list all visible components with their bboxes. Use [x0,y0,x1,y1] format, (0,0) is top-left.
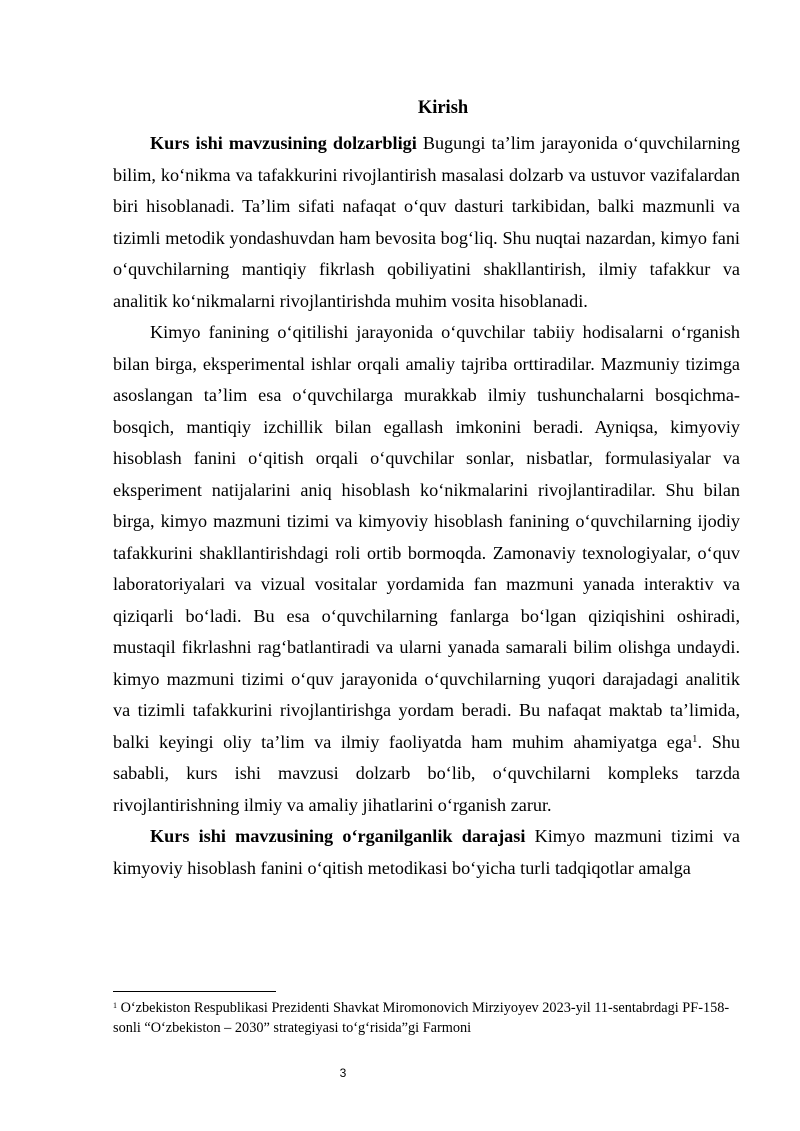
section-title: Kirish [417,98,469,118]
paragraph-text: Kimyo mazmuni tizimi va kimyoviy hisoblash fanini o‘qitish metodikasi bo‘yicha turli tadqiqotlar amalga [113,826,740,878]
footnote-text: O‘zbekiston Respublikasi Prezidenti Shavkat Miromonovich Mirziyoyev 2023-yil 11-sentabrdagi PF-158-sonli “O‘zbekiston – 2030” strategiyasi to‘g‘risida”gi Farmoni [113,1000,730,1036]
footnote-separator [113,991,276,992]
paragraph-text: . Shu sababli, kurs ishi mavzusi dolzarb bo‘lib, o‘quvchilarni kompleks tarzda rivojlantirishning ilmiy va amaliy jihatlarini o‘rganish zarur. [113,731,740,815]
footnote-marker: 1 [113,1001,117,1010]
page-number: 3 [339,1066,347,1080]
footnote-reference[interactable]: 1 [692,732,698,745]
footnote [113,998,733,1038]
paragraph-lead: Kurs ishi mavzusining o‘rganilganlik darajasi [150,826,526,846]
paragraph-lead: Kurs ishi mavzusining dolzarbligi [150,133,417,153]
paragraph-text: Kimyo fanining o‘qitilishi jarayonida o‘quvchilar tabiiy hodisalarni o‘rganish bilan birga, eksperimental ishlar orqali amaliy tajriba orttiradilar. Mazmuniy tizimga asoslangan ta’lim esa o‘quvchilarga murakkab ilmiy tushunchalarni bosqichma-bosqich, mantiqiy izchillik bilan egallash imkonini beradi. Ayniqsa, kimyoviy hisoblash fanini o‘qitish orqali o‘quvchilar sonlar, nisbatlar, formulasiyalar va eksperiment natijalarini aniq hisoblash ko‘nikmalarini rivojlantiradilar. Shu bilan birga, kimyo mazmuni tizimi va kimyoviy hisoblash fanining o‘quvchilarning ijodiy tafakkurini shakllantirishdagi roli ortib bormoqda. Zamonaviy texnologiyalar, o‘quv laboratoriyalari va vizual vositalar yordamida fan mazmuni yanada interaktiv va qiziqarli bo‘ladi. Bu esa o‘quvchilarning fanlarga bo‘lgan qiziqishini oshiradi, mustaqil fikrlashni rag‘batlantiradi va ularni yanada samarali bilim olishga undaydi. kimyo mazmuni tizimi o‘quv jarayonida o‘quvchilarning yuqori darajadagi analitik va tizimli tafakkurini rivojlantirishga yordam beradi. Bu nafaqat maktab ta’limida, balki keyingi oliy ta’lim va ilmiy faoliyatda ham muhim ahamiyatga ega [113,322,740,752]
body-text [113,128,740,884]
paragraph-study-level [113,821,740,884]
paragraph-relevance [113,128,740,317]
paragraph-chemistry [113,317,740,821]
paragraph-text: Bugungi ta’lim jarayonida o‘quvchilarning bilim, ko‘nikma va tafakkurini rivojlantirish masalasi dolzarb va ustuvor vazifalardan biri hisoblanadi. Ta’lim sifati nafaqat o‘quv dasturi tarkibidan, balki mazmunli va tizimli metodik yondashuvdan ham bevosita bog‘liq. Shu nuqtai nazardan, kimyo fani o‘quvchilarning mantiqiy fikrlash qobiliyatini shakllantirish, ilmiy tafakkur va analitik ko‘nikmalarni rivojlantirishda muhim vosita hisoblanadi. [113,133,740,311]
